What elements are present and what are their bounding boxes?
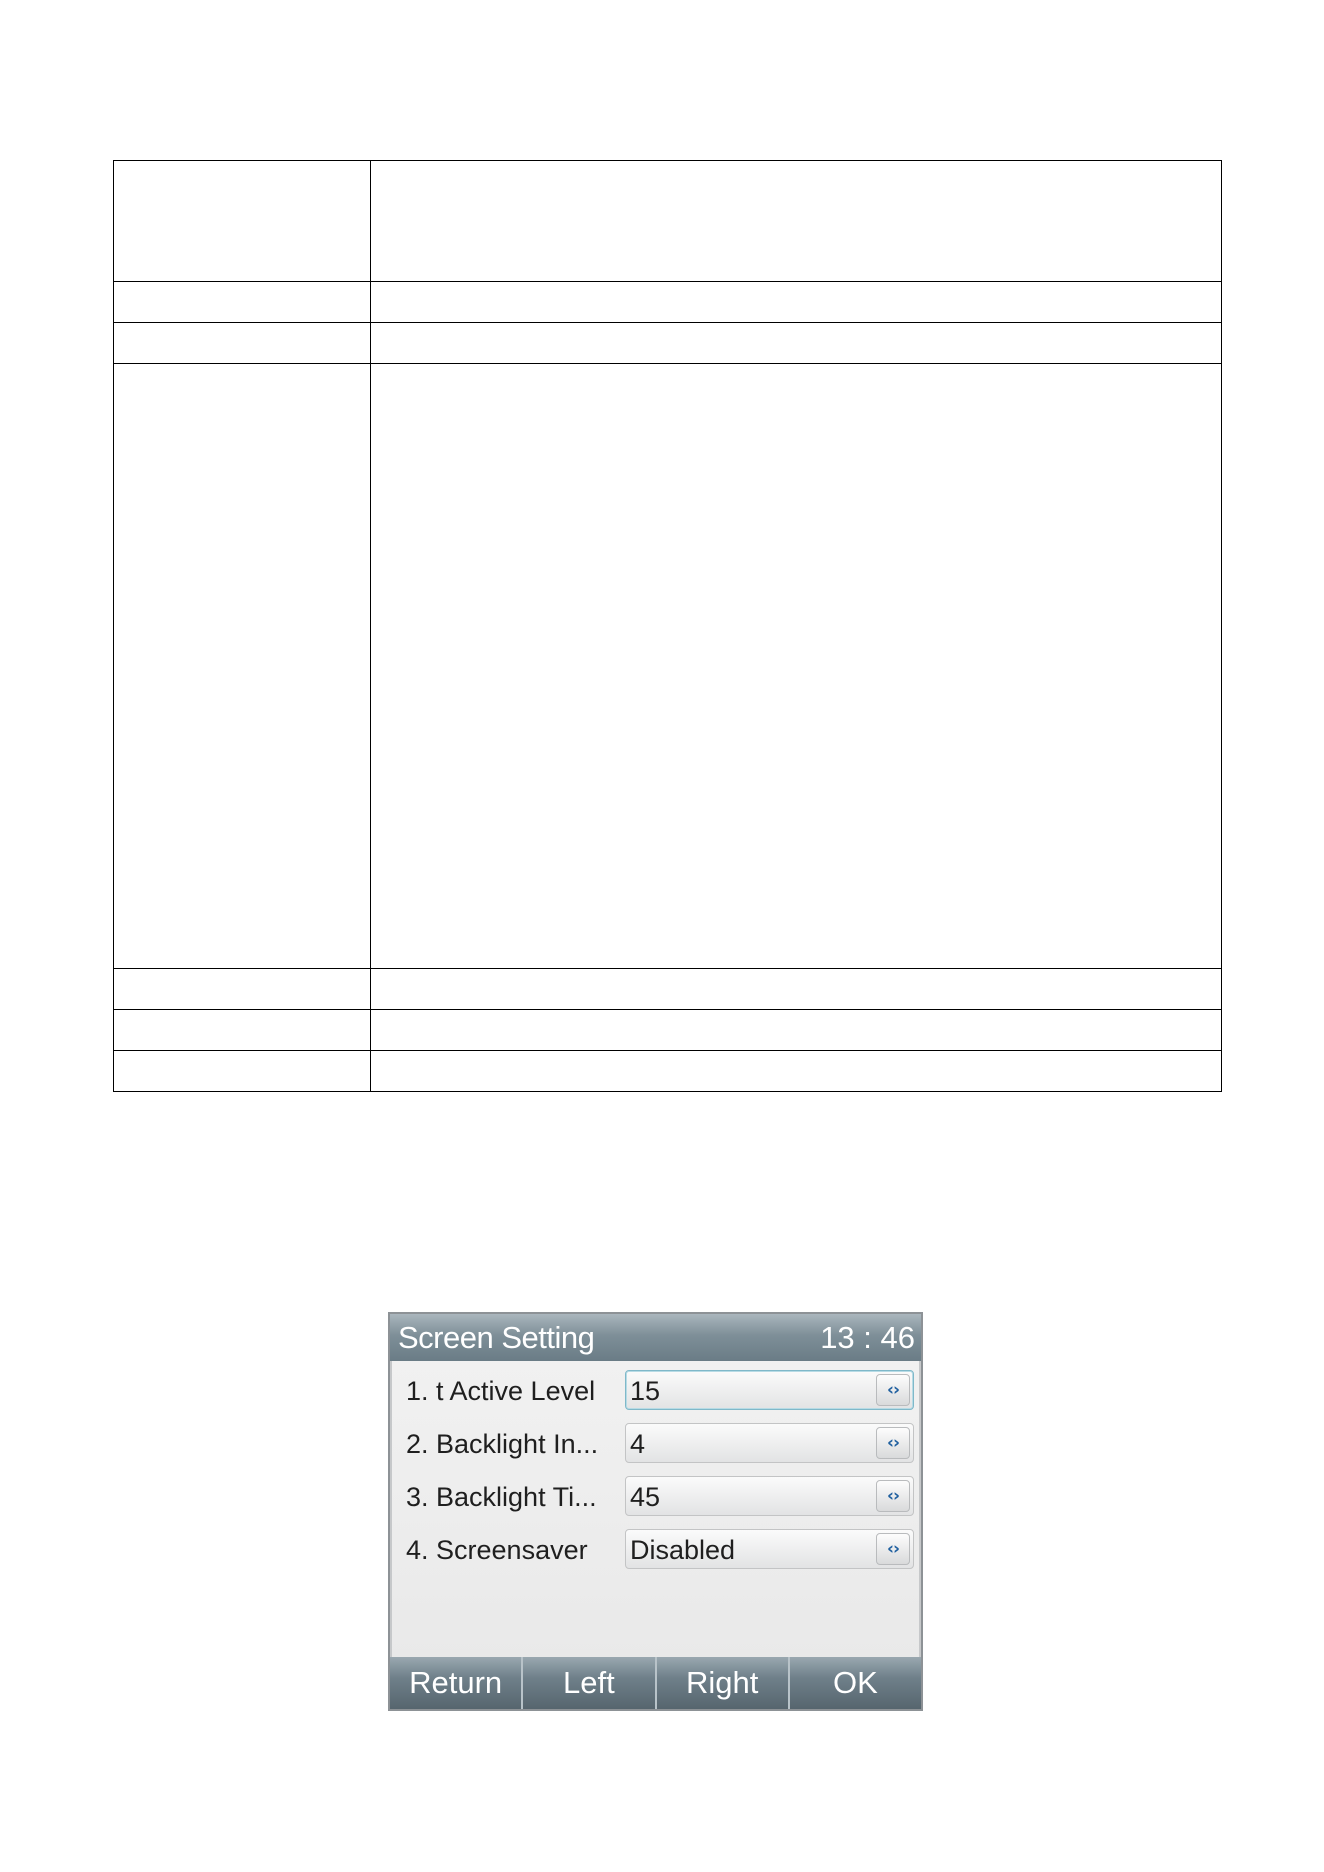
table-cell (371, 364, 1222, 969)
left-right-arrows-icon[interactable]: ‹› (876, 1533, 910, 1565)
setting-row-backlight-time[interactable] (392, 1471, 919, 1523)
table-cell (371, 282, 1222, 323)
table-cell (114, 161, 371, 282)
setting-value: 45 (630, 1482, 661, 1512)
return-softkey[interactable]: Return (390, 1657, 523, 1709)
phone-screen (388, 1312, 923, 1711)
table-row (114, 969, 1222, 1010)
right-softkey[interactable]: Right (657, 1657, 790, 1709)
setting-row-backlight-intensity[interactable] (392, 1418, 919, 1470)
softkey-bar (390, 1657, 921, 1709)
ok-softkey[interactable]: OK (832, 1665, 878, 1700)
left-right-arrows-icon[interactable]: ‹› (876, 1427, 910, 1459)
table-row (114, 323, 1222, 364)
setting-value: 15 (630, 1376, 661, 1406)
setting-label: 3. Backlight Ti... (406, 1482, 597, 1512)
table-cell (114, 323, 371, 364)
settings-list (390, 1361, 921, 1661)
setting-value-field[interactable] (625, 1423, 914, 1463)
document-table (113, 160, 1222, 1092)
table-row (114, 1051, 1222, 1092)
left-softkey[interactable]: Left (523, 1657, 656, 1709)
setting-value: Disabled (630, 1535, 736, 1565)
setting-row-active-level[interactable] (392, 1365, 919, 1417)
table-cell (371, 969, 1222, 1010)
left-right-arrows-icon[interactable]: ‹› (876, 1480, 910, 1512)
table-row (114, 282, 1222, 323)
table-row (114, 161, 1222, 282)
table-cell (114, 282, 371, 323)
table-cell (371, 161, 1222, 282)
setting-label: 1. t Active Level (406, 1376, 596, 1406)
setting-value-field[interactable] (625, 1476, 914, 1516)
table-cell (371, 1051, 1222, 1092)
table-cell (371, 1010, 1222, 1051)
table-row (114, 364, 1222, 969)
table-cell (114, 364, 371, 969)
setting-label: 2. Backlight In... (406, 1429, 599, 1459)
setting-value: 4 (630, 1429, 646, 1459)
table-cell (114, 1051, 371, 1092)
table-cell (371, 323, 1222, 364)
screen-title: Screen Setting (398, 1320, 595, 1355)
title-bar (390, 1314, 921, 1361)
table-cell (114, 969, 371, 1010)
setting-value-field[interactable] (625, 1529, 914, 1569)
setting-label: 4. Screensaver (406, 1535, 588, 1565)
table-cell (114, 1010, 371, 1051)
setting-row-screensaver[interactable] (392, 1524, 919, 1576)
clock: 13 : 46 (820, 1320, 915, 1355)
setting-value-field[interactable] (625, 1370, 914, 1410)
left-right-arrows-icon[interactable]: ‹› (876, 1374, 910, 1406)
table-row (114, 1010, 1222, 1051)
